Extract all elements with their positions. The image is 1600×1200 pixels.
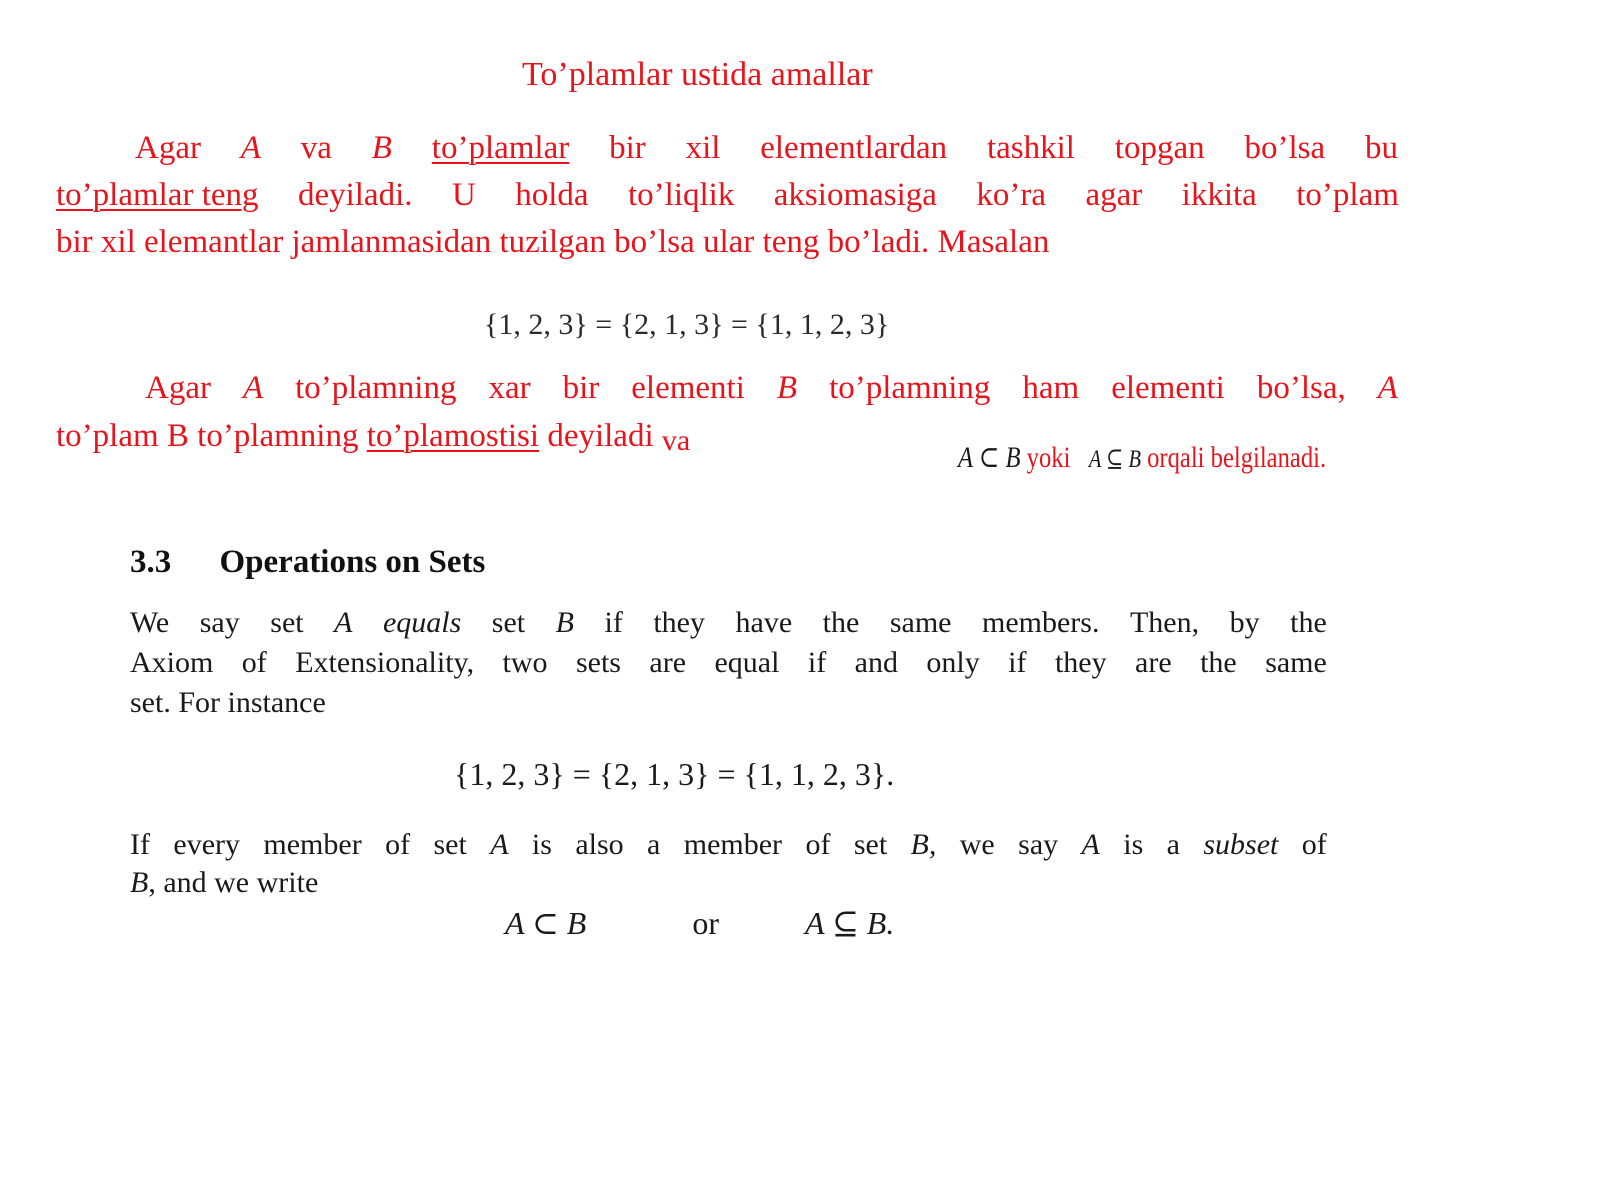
word: they bbox=[653, 606, 705, 639]
text-run: deyiladi bbox=[547, 418, 654, 454]
set-symbol-a: A bbox=[334, 606, 353, 639]
word: to’plamning bbox=[295, 370, 457, 406]
word: deyiladi. bbox=[297, 177, 413, 213]
word: if bbox=[604, 606, 623, 639]
en-subset-notation bbox=[505, 904, 894, 942]
word: of bbox=[385, 828, 411, 861]
en-paragraph1-line3: set. For instance bbox=[130, 686, 326, 719]
set-symbol-a: A bbox=[1377, 370, 1398, 406]
word: U bbox=[451, 177, 476, 213]
word: Agar bbox=[135, 130, 201, 166]
word: every bbox=[173, 828, 240, 861]
word: a bbox=[647, 828, 661, 861]
word: va bbox=[300, 130, 332, 166]
word: holda bbox=[515, 177, 589, 213]
word: set bbox=[433, 828, 467, 861]
word: Extensionality, bbox=[295, 646, 475, 679]
word: are bbox=[649, 646, 687, 679]
text-run: , and we write bbox=[148, 866, 319, 899]
word: to’plam bbox=[1296, 177, 1399, 213]
word: elementi bbox=[1111, 370, 1225, 406]
text-run: to’plam B to’plamning bbox=[56, 418, 359, 454]
word: xar bbox=[488, 370, 531, 406]
word: bo’lsa bbox=[1244, 130, 1326, 166]
word: We bbox=[130, 606, 170, 639]
word: is bbox=[531, 828, 552, 861]
word: also bbox=[575, 828, 624, 861]
subset-or-equal-symbol: A ⊆ B. bbox=[804, 905, 895, 941]
subset-or-equal-symbol: A ⊆ B bbox=[1088, 446, 1141, 473]
word: If bbox=[130, 828, 150, 861]
word: member bbox=[263, 828, 362, 861]
word: elementi bbox=[631, 370, 745, 406]
set-symbol-a: A bbox=[490, 828, 509, 861]
word: to’liqlik bbox=[628, 177, 735, 213]
word: have bbox=[735, 606, 793, 639]
word: of bbox=[805, 828, 831, 861]
word: ham bbox=[1022, 370, 1080, 406]
section-title: Operations on Sets bbox=[219, 544, 486, 580]
set-symbol-b: B bbox=[371, 130, 392, 166]
set-symbol-b: B bbox=[130, 866, 149, 899]
word: say bbox=[199, 606, 240, 639]
page-title: To’plamlar ustida amallar bbox=[522, 56, 873, 93]
uz-paragraph1-line3: bir xil elemantlar jamlanmasidan tuzilgan bo’lsa ular teng bo’ladi. Masalan bbox=[56, 224, 1050, 260]
word: a bbox=[1166, 828, 1180, 861]
en-paragraph1-line1 bbox=[130, 606, 1327, 640]
set-symbol-a: A bbox=[240, 130, 261, 166]
word: bo’lsa, bbox=[1256, 370, 1346, 406]
word: member bbox=[683, 828, 783, 861]
word: Then, bbox=[1129, 606, 1200, 639]
word: members. bbox=[981, 606, 1100, 639]
word: is bbox=[1123, 828, 1144, 861]
en-paragraph2-line2 bbox=[130, 866, 318, 900]
section-number: 3.3 bbox=[130, 544, 172, 580]
word: only bbox=[926, 646, 980, 679]
word: two bbox=[502, 646, 548, 679]
word: set bbox=[270, 606, 304, 639]
word: we bbox=[959, 828, 995, 861]
underlined-term: to’plamostisi bbox=[366, 418, 540, 454]
uz-set-equality-formula: {1, 2, 3} = {2, 1, 3} = {1, 1, 2, 3} bbox=[484, 308, 890, 341]
uz-paragraph1-line1 bbox=[135, 130, 1398, 167]
emphasized-term: equals bbox=[382, 606, 462, 639]
word: bu bbox=[1364, 130, 1398, 166]
word: sets bbox=[575, 646, 621, 679]
word: to’plamning bbox=[829, 370, 991, 406]
word: by bbox=[1229, 606, 1260, 639]
word: the bbox=[1200, 646, 1237, 679]
word: set bbox=[491, 606, 526, 639]
word: of bbox=[241, 646, 267, 679]
text-run: yoki bbox=[1026, 441, 1071, 474]
word: say bbox=[1018, 828, 1059, 861]
proper-subset-symbol: A ⊂ B bbox=[958, 441, 1021, 474]
word: are bbox=[1135, 646, 1172, 679]
word: agar bbox=[1085, 177, 1143, 213]
en-set-equality-formula: {1, 2, 3} = {2, 1, 3} = {1, 1, 2, 3}. bbox=[454, 756, 895, 792]
uz-paragraph2-line1 bbox=[145, 370, 1398, 407]
word: Agar bbox=[145, 370, 211, 406]
underlined-term: to’plamlar bbox=[431, 130, 570, 166]
en-paragraph2-line1 bbox=[130, 828, 1327, 862]
word: the bbox=[1290, 606, 1327, 639]
word: xil bbox=[685, 130, 721, 166]
uz-paragraph2-line2 bbox=[56, 418, 690, 455]
word: the bbox=[822, 606, 860, 639]
word: if bbox=[807, 646, 827, 679]
text-run: or bbox=[692, 905, 719, 941]
word: same bbox=[889, 606, 952, 639]
section-heading bbox=[130, 544, 485, 581]
text-run: orqali belgilanadi. bbox=[1147, 441, 1327, 474]
set-symbol-b: B, bbox=[910, 828, 937, 861]
uz-paragraph1-line2 bbox=[56, 177, 1399, 214]
set-symbol-b: B bbox=[555, 606, 574, 639]
word: bir bbox=[562, 370, 600, 406]
word: tashkil bbox=[986, 130, 1075, 166]
word: equal bbox=[714, 646, 780, 679]
proper-subset-symbol: A ⊂ B bbox=[505, 905, 587, 941]
underlined-term: to’plamlar teng bbox=[56, 177, 259, 213]
word: same bbox=[1265, 646, 1327, 679]
set-symbol-a: A bbox=[1081, 828, 1100, 861]
text-run: va bbox=[661, 424, 691, 457]
word: of bbox=[1301, 828, 1327, 861]
en-paragraph1-line2 bbox=[130, 646, 1327, 680]
word: if bbox=[1008, 646, 1027, 679]
word: ikkita bbox=[1181, 177, 1257, 213]
uz-subset-notation bbox=[958, 440, 1326, 475]
word: topgan bbox=[1114, 130, 1205, 166]
word: and bbox=[854, 646, 898, 679]
word: aksiomasiga bbox=[773, 177, 937, 213]
set-symbol-a: A bbox=[242, 370, 264, 406]
word: ko’ra bbox=[976, 177, 1046, 213]
word: Axiom bbox=[130, 646, 214, 679]
word: set bbox=[853, 828, 888, 861]
word: bir bbox=[609, 130, 646, 166]
emphasized-term: subset bbox=[1203, 828, 1279, 861]
word: they bbox=[1054, 646, 1107, 679]
set-symbol-b: B bbox=[776, 370, 798, 406]
word: elementlardan bbox=[760, 130, 948, 166]
